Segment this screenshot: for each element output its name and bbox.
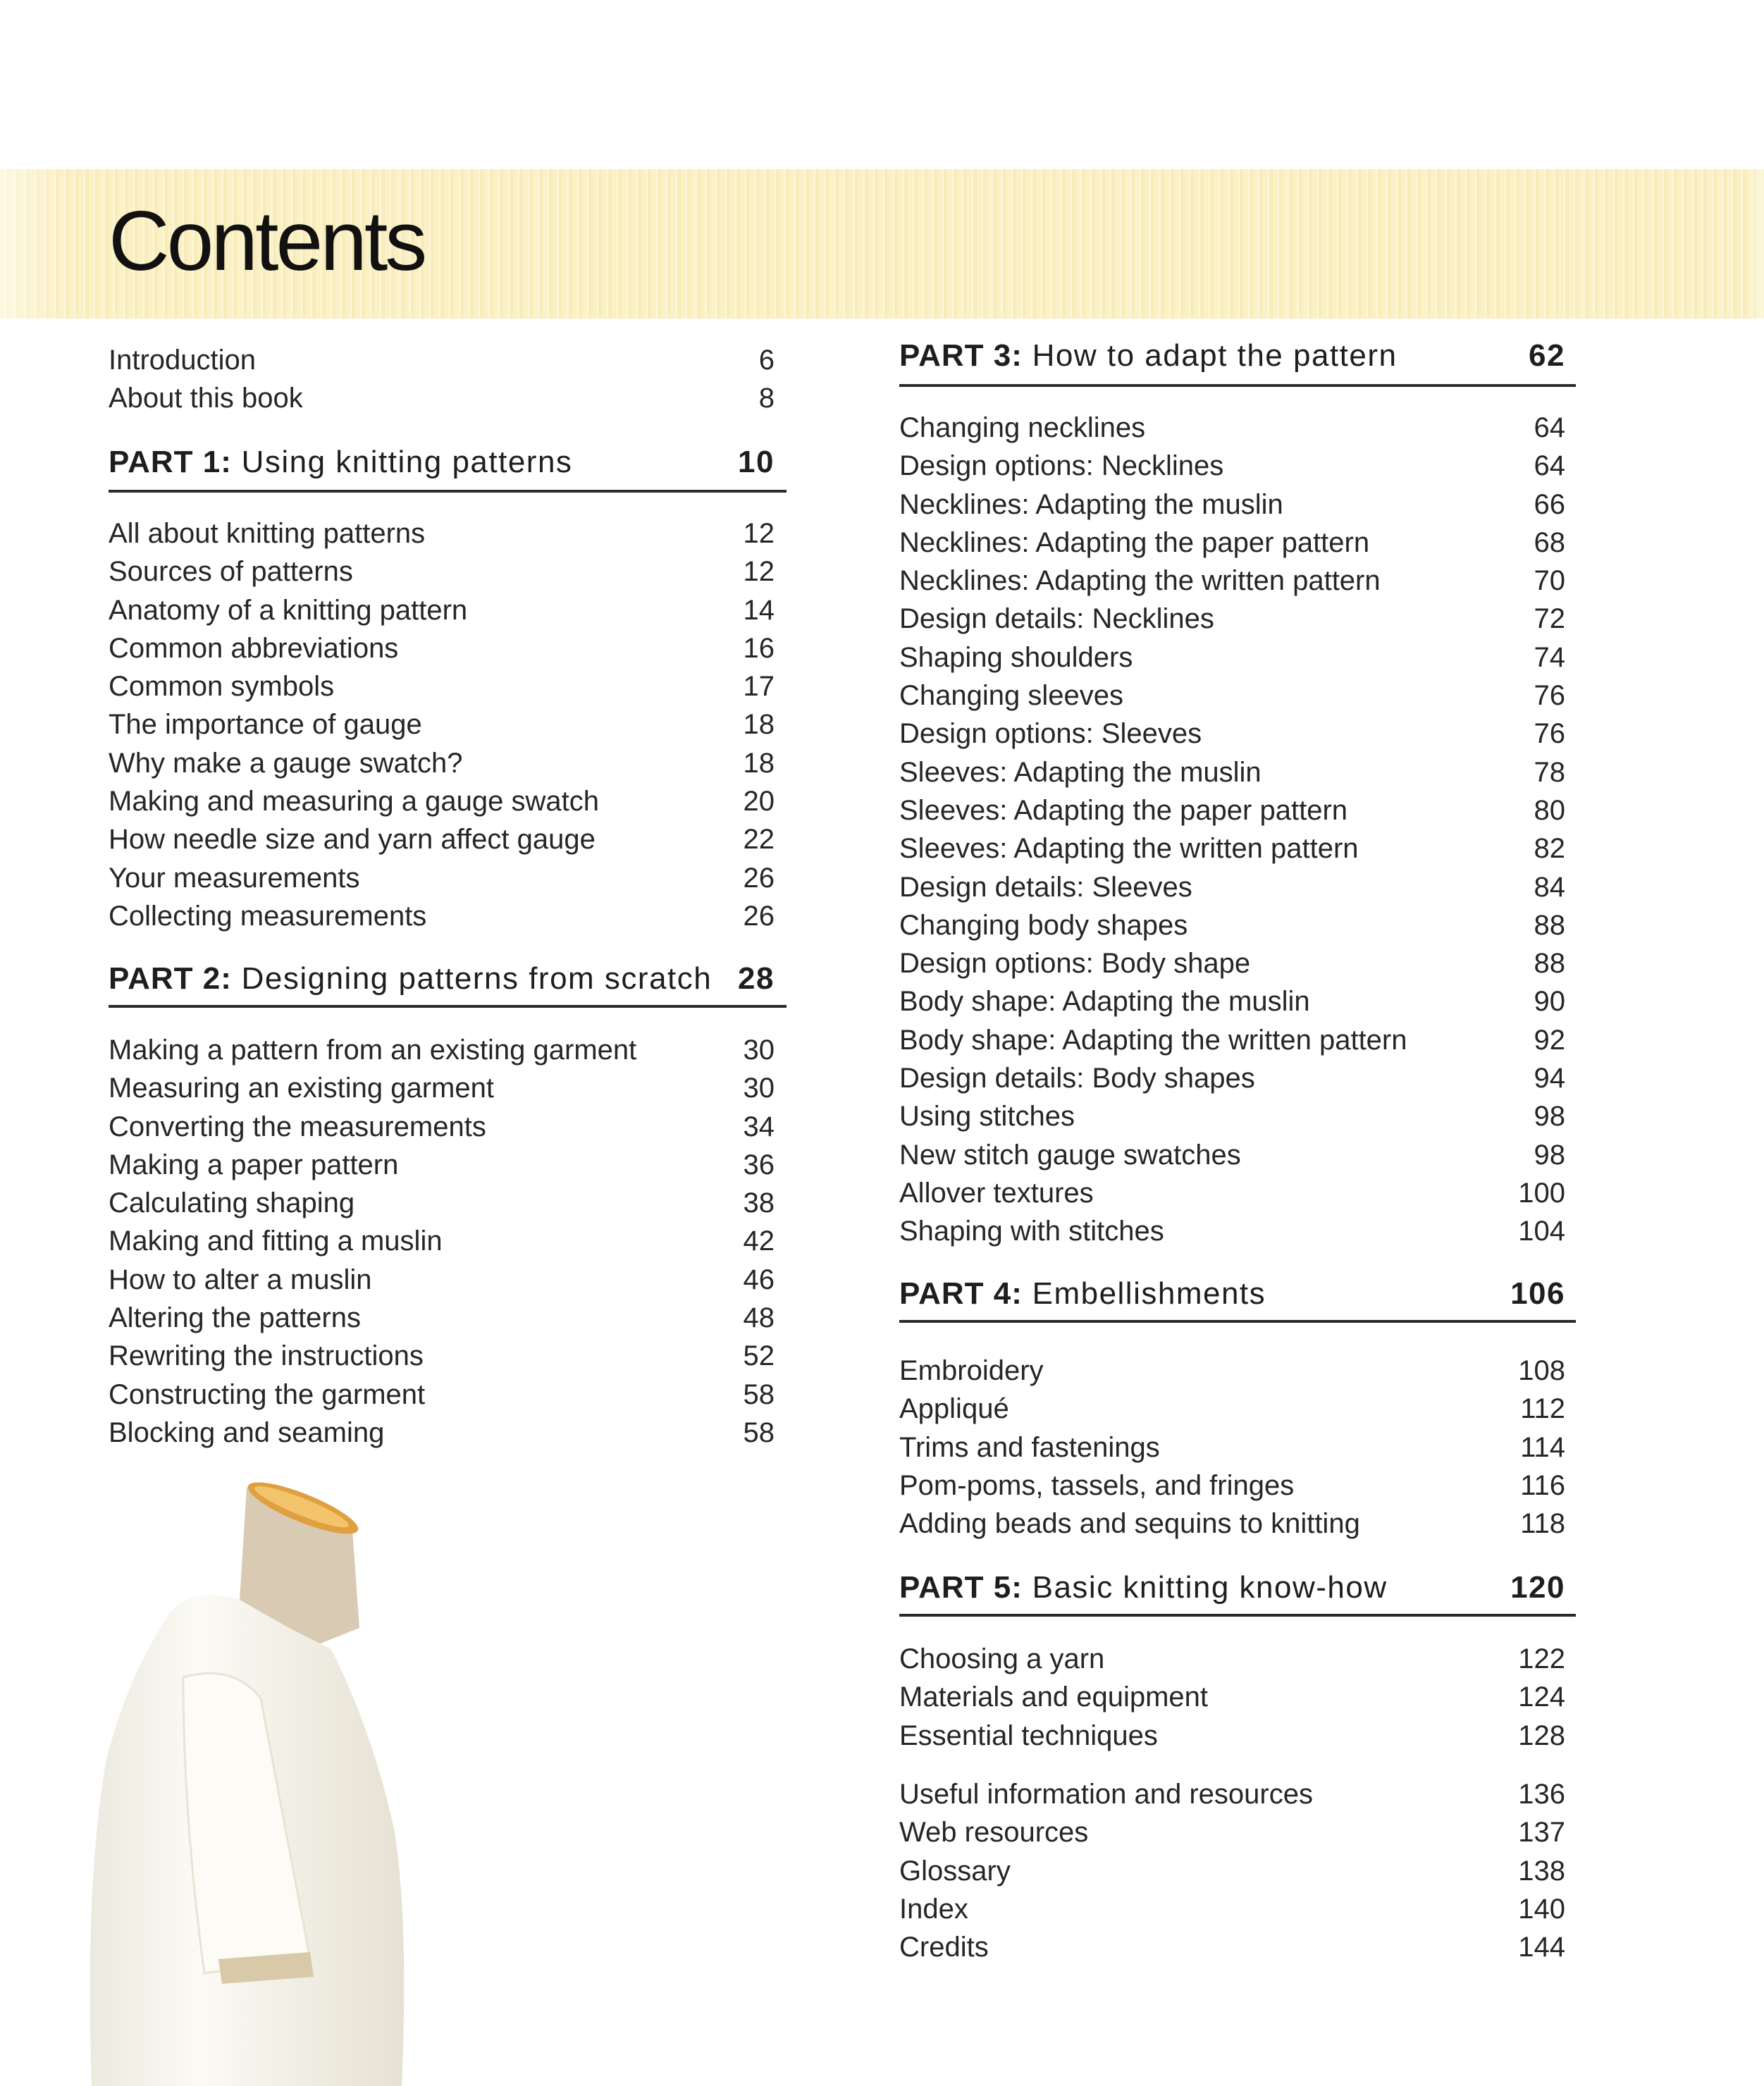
toc-entry-label: Constructing the garment	[109, 1378, 426, 1410]
part-3-header	[899, 335, 1565, 377]
toc-entry-page: 64	[1534, 412, 1565, 443]
part-4-list	[899, 1352, 1565, 1543]
toc-entry-label: Embroidery	[899, 1355, 1044, 1386]
part-5-header	[899, 1567, 1565, 1609]
mannequin-illustration	[78, 1466, 472, 2086]
toc-entry[interactable]	[109, 1108, 775, 1146]
toc-entry-page: 30	[743, 1073, 775, 1104]
toc-entry-page: 98	[1534, 1139, 1565, 1171]
toc-entry-page: 58	[743, 1417, 775, 1448]
toc-entry-label: New stitch gauge swatches	[899, 1139, 1241, 1171]
toc-entry-label: Body shape: Adapting the written pattern	[899, 1024, 1407, 1056]
toc-entry-label: Allover textures	[899, 1177, 1094, 1209]
toc-entry[interactable]	[899, 1890, 1565, 1928]
toc-entry-label: Using stitches	[899, 1101, 1075, 1133]
toc-entry-page: 74	[1534, 641, 1565, 673]
back-matter-list	[899, 1775, 1565, 1966]
toc-entry-label: Your measurements	[109, 862, 360, 894]
toc-entry-page: 116	[1520, 1469, 1565, 1501]
toc-entry[interactable]	[109, 667, 775, 705]
toc-entry[interactable]	[109, 1222, 775, 1260]
toc-entry-page: 64	[1534, 450, 1565, 482]
toc-entry[interactable]	[109, 1031, 775, 1069]
toc-entry[interactable]	[899, 829, 1565, 868]
toc-entry-label: Converting the measurements	[109, 1111, 486, 1142]
part-2-rule	[109, 1005, 787, 1008]
toc-entry[interactable]	[109, 591, 775, 629]
toc-entry-page: 38	[743, 1187, 775, 1219]
toc-entry-page: 42	[743, 1226, 775, 1257]
toc-entry[interactable]	[899, 753, 1565, 791]
part-page: 120	[1510, 1570, 1565, 1605]
toc-entry[interactable]	[899, 868, 1565, 906]
part-page: 10	[738, 445, 775, 479]
part-title: How to adapt the pattern	[1032, 338, 1398, 373]
toc-entry-label: Sources of patterns	[109, 556, 353, 588]
toc-entry-page: 8	[758, 383, 775, 414]
part-2-header	[109, 958, 775, 1000]
toc-entry[interactable]	[109, 1299, 775, 1337]
toc-entry-page: 128	[1518, 1720, 1565, 1751]
toc-entry-page: 70	[1534, 565, 1565, 597]
toc-entry-label: Calculating shaping	[109, 1187, 355, 1219]
part-1-list	[109, 514, 775, 935]
toc-entry-label: The importance of gauge	[109, 709, 422, 741]
toc-entry[interactable]	[109, 1337, 775, 1375]
part-2-list	[109, 1031, 775, 1452]
toc-entry-page: 137	[1518, 1817, 1565, 1849]
part-tag: PART 3:	[899, 338, 1023, 373]
toc-entry[interactable]	[109, 379, 775, 417]
toc-entry[interactable]	[109, 553, 775, 591]
toc-entry-label: Essential techniques	[899, 1720, 1158, 1751]
toc-entry[interactable]	[899, 1717, 1565, 1755]
toc-entry-page: 84	[1534, 871, 1565, 903]
toc-entry-label: Adding beads and sequins to knitting	[899, 1508, 1360, 1540]
part-3-list	[899, 409, 1565, 1251]
toc-entry-page: 18	[743, 709, 775, 741]
toc-entry-page: 80	[1534, 794, 1565, 826]
toc-entry[interactable]	[899, 638, 1565, 677]
toc-entry[interactable]	[899, 1136, 1565, 1174]
toc-entry[interactable]	[899, 447, 1565, 485]
toc-entry-page: 17	[743, 671, 775, 703]
toc-entry-label: Altering the patterns	[109, 1302, 361, 1334]
toc-entry-page: 136	[1518, 1779, 1565, 1810]
toc-entry-label: Making and measuring a gauge swatch	[109, 786, 599, 817]
toc-entry-label: Glossary	[899, 1855, 1011, 1887]
toc-entry-label: Introduction	[109, 345, 257, 376]
toc-entry-page: 16	[743, 632, 775, 664]
toc-entry-page: 46	[743, 1264, 775, 1295]
part-4-rule	[899, 1320, 1576, 1323]
toc-entry-label: Sleeves: Adapting the written pattern	[899, 833, 1359, 865]
toc-entry-page: 6	[758, 345, 775, 376]
toc-entry-label: Necklines: Adapting the written pattern	[899, 565, 1381, 597]
part-page: 28	[738, 961, 775, 996]
part-tag: PART 5:	[899, 1570, 1023, 1605]
toc-entry[interactable]	[899, 1390, 1565, 1428]
toc-entry[interactable]	[109, 1069, 775, 1107]
toc-entry-label: Shaping with stitches	[899, 1216, 1164, 1247]
toc-entry-page: 138	[1518, 1855, 1565, 1887]
part-5-rule	[899, 1614, 1576, 1617]
toc-entry-page: 140	[1518, 1893, 1565, 1925]
toc-entry[interactable]	[899, 1678, 1565, 1716]
toc-entry[interactable]	[109, 859, 775, 897]
toc-entry[interactable]	[899, 486, 1565, 524]
toc-entry[interactable]	[899, 562, 1565, 600]
toc-entry-label: Why make a gauge swatch?	[109, 747, 463, 779]
toc-entry-page: 26	[743, 900, 775, 932]
part-tag: PART 2:	[109, 961, 232, 996]
toc-entry-page: 18	[743, 747, 775, 779]
part-page: 62	[1529, 338, 1565, 373]
toc-entry-page: 78	[1534, 756, 1565, 788]
toc-entry-label: Common symbols	[109, 671, 335, 703]
toc-entry-page: 104	[1518, 1216, 1565, 1247]
toc-entry-label: Design details: Necklines	[899, 603, 1214, 635]
toc-entry-label: Changing sleeves	[899, 680, 1123, 712]
toc-entry-label: Common abbreviations	[109, 632, 399, 664]
toc-entry-label: Measuring an existing garment	[109, 1073, 494, 1104]
toc-entry[interactable]	[899, 1505, 1565, 1543]
toc-entry-label: Body shape: Adapting the muslin	[899, 986, 1310, 1018]
toc-entry[interactable]	[109, 705, 775, 743]
toc-entry[interactable]	[109, 1261, 775, 1299]
toc-entry[interactable]	[899, 1097, 1565, 1135]
toc-entry-page: 76	[1534, 680, 1565, 712]
toc-entry-page: 144	[1518, 1932, 1565, 1963]
toc-entry[interactable]	[899, 409, 1565, 447]
toc-entry-page: 112	[1520, 1393, 1565, 1425]
toc-entry[interactable]	[899, 791, 1565, 829]
toc-entry[interactable]	[899, 944, 1565, 982]
toc-entry[interactable]	[899, 1928, 1565, 1966]
toc-entry[interactable]	[109, 820, 775, 858]
part-title: Designing patterns from scratch	[241, 961, 713, 996]
part-title: Using knitting patterns	[241, 445, 573, 479]
toc-entry-label: Design options: Body shape	[899, 948, 1251, 980]
toc-entry-page: 118	[1520, 1508, 1565, 1540]
toc-entry-label: Making a pattern from an existing garment	[109, 1035, 637, 1066]
page-title: Contents	[109, 194, 425, 288]
toc-entry-page: 76	[1534, 718, 1565, 750]
toc-entry-label: Shaping shoulders	[899, 641, 1133, 673]
toc-entry-page: 68	[1534, 526, 1565, 558]
toc-entry[interactable]	[109, 1376, 775, 1414]
toc-entry[interactable]	[109, 629, 775, 667]
toc-entry-label: How to alter a muslin	[109, 1264, 372, 1295]
part-title: Basic knitting know-how	[1032, 1570, 1388, 1605]
toc-entry[interactable]	[899, 1059, 1565, 1097]
toc-entry-page: 12	[743, 518, 775, 549]
toc-entry-page: 124	[1518, 1681, 1565, 1713]
toc-entry[interactable]	[899, 677, 1565, 715]
part-tag: PART 1:	[109, 445, 232, 479]
part-3-rule	[899, 384, 1576, 387]
toc-entry-label: Trims and fastenings	[899, 1431, 1160, 1463]
toc-entry-label: Index	[899, 1893, 968, 1925]
toc-entry-label: Design options: Necklines	[899, 450, 1224, 482]
toc-entry[interactable]	[899, 1212, 1565, 1250]
toc-entry-page: 52	[743, 1340, 775, 1372]
toc-entry-label: Anatomy of a knitting pattern	[109, 594, 468, 626]
toc-entry-page: 26	[743, 862, 775, 894]
toc-entry-label: Appliqué	[899, 1393, 1009, 1425]
toc-entry[interactable]	[109, 744, 775, 782]
toc-entry-page: 114	[1520, 1431, 1565, 1463]
toc-entry-label: Changing body shapes	[899, 909, 1188, 941]
toc-entry-label: Making a paper pattern	[109, 1149, 399, 1180]
toc-entry[interactable]	[899, 1428, 1565, 1467]
toc-entry[interactable]	[899, 906, 1565, 944]
toc-entry[interactable]	[899, 1813, 1565, 1851]
toc-entry[interactable]	[899, 1467, 1565, 1505]
toc-entry-label: Design details: Sleeves	[899, 871, 1192, 903]
part-5-list	[899, 1640, 1565, 1755]
toc-entry[interactable]	[109, 782, 775, 820]
toc-entry-page: 88	[1534, 948, 1565, 980]
toc-entry-label: Design options: Sleeves	[899, 718, 1202, 750]
toc-entry[interactable]	[109, 1146, 775, 1184]
toc-entry-page: 122	[1518, 1643, 1565, 1674]
toc-entry[interactable]	[899, 1775, 1565, 1813]
front-matter-list	[109, 341, 775, 418]
toc-entry-page: 36	[743, 1149, 775, 1180]
toc-entry-page: 88	[1534, 909, 1565, 941]
part-4-header	[899, 1273, 1565, 1315]
part-1-header	[109, 441, 775, 483]
part-page: 106	[1510, 1276, 1565, 1311]
toc-entry[interactable]	[899, 1852, 1565, 1890]
toc-entry[interactable]	[899, 982, 1565, 1020]
toc-entry-label: Choosing a yarn	[899, 1643, 1105, 1674]
toc-entry-page: 34	[743, 1111, 775, 1142]
toc-entry-page: 12	[743, 556, 775, 588]
toc-entry-label: Making and fitting a muslin	[109, 1226, 443, 1257]
toc-entry-page: 98	[1534, 1101, 1565, 1133]
toc-entry-page: 100	[1518, 1177, 1565, 1209]
toc-entry-page: 94	[1534, 1063, 1565, 1094]
toc-entry[interactable]	[109, 341, 775, 379]
toc-entry-label: Blocking and seaming	[109, 1417, 385, 1448]
toc-entry-label: Materials and equipment	[899, 1681, 1209, 1713]
toc-entry-label: Useful information and resources	[899, 1779, 1313, 1810]
toc-entry-label: Web resources	[899, 1817, 1089, 1849]
toc-entry-page: 66	[1534, 488, 1565, 520]
toc-entry-page: 92	[1534, 1024, 1565, 1056]
toc-entry-page: 82	[1534, 833, 1565, 865]
toc-entry-label: Sleeves: Adapting the muslin	[899, 756, 1262, 788]
toc-entry-page: 14	[743, 594, 775, 626]
toc-entry[interactable]	[899, 715, 1565, 753]
toc-entry[interactable]	[899, 524, 1565, 562]
toc-entry-label: Collecting measurements	[109, 900, 427, 932]
toc-entry[interactable]	[899, 600, 1565, 638]
part-title: Embellishments	[1032, 1276, 1266, 1311]
toc-entry-label: Pom-poms, tassels, and fringes	[899, 1469, 1295, 1501]
toc-entry-label: Rewriting the instructions	[109, 1340, 424, 1372]
toc-entry-label: Necklines: Adapting the muslin	[899, 488, 1283, 520]
toc-entry-page: 22	[743, 824, 775, 856]
toc-entry[interactable]	[109, 897, 775, 935]
toc-entry-page: 108	[1518, 1355, 1565, 1386]
toc-entry[interactable]	[899, 1174, 1565, 1212]
toc-entry-page: 20	[743, 786, 775, 817]
toc-entry-label: About this book	[109, 383, 303, 414]
toc-entry[interactable]	[899, 1640, 1565, 1678]
toc-entry[interactable]	[109, 514, 775, 553]
toc-entry[interactable]	[899, 1021, 1565, 1059]
toc-entry-page: 30	[743, 1035, 775, 1066]
toc-entry-page: 58	[743, 1378, 775, 1410]
toc-entry-label: All about knitting patterns	[109, 518, 426, 549]
part-tag: PART 4:	[899, 1276, 1023, 1311]
toc-entry[interactable]	[109, 1184, 775, 1222]
toc-entry-label: Necklines: Adapting the paper pattern	[899, 526, 1370, 558]
toc-entry-label: Credits	[899, 1932, 989, 1963]
toc-entry-page: 72	[1534, 603, 1565, 635]
toc-entry-page: 48	[743, 1302, 775, 1334]
toc-entry-label: Changing necklines	[899, 412, 1146, 443]
toc-entry-label: How needle size and yarn affect gauge	[109, 824, 596, 856]
toc-entry-label: Sleeves: Adapting the paper pattern	[899, 794, 1348, 826]
toc-entry-page: 90	[1534, 986, 1565, 1018]
toc-entry-label: Design details: Body shapes	[899, 1063, 1255, 1094]
toc-entry[interactable]	[899, 1352, 1565, 1390]
part-1-rule	[109, 490, 787, 493]
toc-entry[interactable]	[109, 1414, 775, 1452]
